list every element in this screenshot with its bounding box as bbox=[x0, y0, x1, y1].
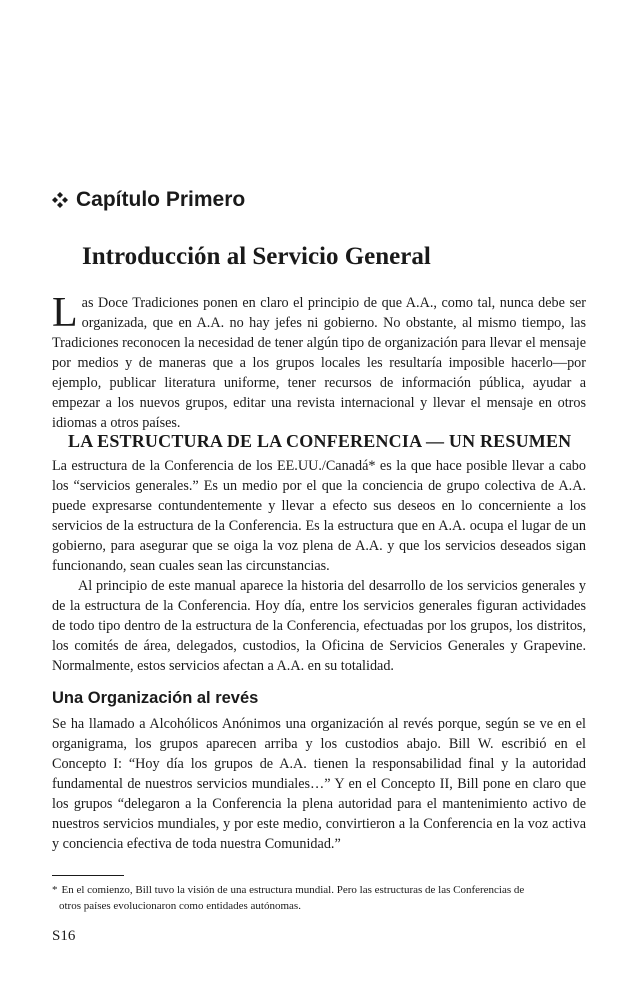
body-paragraph: Al principio de este manual aparece la historia del desarrollo de los servicios generales y de la estructura de la Conferencia. Hoy día, entre los servicios generales figuran actividades de todo tipo dentro de la estructura de la Conferencia, efectuadas por los grupos, los distritos, los comités de área, delegados, custodios, la Oficina de Servicios Generales y Grapevine. Normalmente, estos servicios afectan a A.A. en su totalidad. bbox=[52, 578, 586, 674]
footnote-mark: * bbox=[52, 884, 58, 896]
footnote-text: En el comienzo, Bill tuvo la visión de una estructura mundial. Pero las estructuras de las Conferencias de bbox=[61, 884, 525, 896]
section-heading-upside-down: Una Organización al revés bbox=[52, 689, 259, 707]
section-heading-conference-structure: LA ESTRUCTURA DE LA CONFERENCIA — UN RESUMEN bbox=[68, 431, 572, 451]
footnote-text-continued: otros países evolucionaron como entidades autónomas. bbox=[59, 900, 301, 912]
intro-paragraph bbox=[52, 290, 586, 433]
diamond-cluster-icon bbox=[52, 192, 68, 208]
page-title: Introducción al Servicio General bbox=[82, 243, 431, 270]
footnote bbox=[52, 882, 586, 914]
body-paragraph: Se ha llamado a Alcohólicos Anónimos una organización al revés porque, según se ve en el organigrama, los grupos aparecen arriba y los custodios abajo. Bill W. escribió en el Concepto I: “Hoy día los grupos de A.A. tienen la responsabilidad final y la autoridad fundamental de nuestros servicios mundiales…” Y en el Concepto II, Bill pone en claro que los grupos “delegaron a la Conferencia la plena autoridad para el mantenimiento activo de nuestros servicios mundiales, y por este medio, convirtieron a la Conferencia en la voz activa y conciencia efectiva de toda nuestra Comunidad.” bbox=[52, 716, 586, 852]
drop-cap: L bbox=[52, 290, 78, 336]
chapter-heading bbox=[52, 188, 245, 212]
intro-text: as Doce Tradiciones ponen en claro el principio de que A.A., como tal, nunca debe ser organizada, que en A.A. no hay jefes ni gobierno. No obstante, al mismo tiempo, las Tradiciones reconocen la necesidad de tener algún tipo de organización para llevar el mensaje por medios y de maneras que a los grupos locales les resultaría imposible hacerlo—por ejemplo, publicar literatura uniforme, tener recursos de información pública, ayudar a empezar a los nuevos grupos, editar una revista internacional y llevar el mensaje en otros idiomas a otros países. bbox=[52, 295, 586, 431]
chapter-label: Capítulo Primero bbox=[76, 188, 246, 211]
body-paragraph: La estructura de la Conferencia de los EE.UU./Canadá* es la que hace posible llevar a cabo los “servicios generales.” Es un medio por el que la conciencia de grupo colectiva de A.A. puede expresarse contundentemente y llevar a efecto sus deseos en lo concerniente a los servicios de la estructura de la Conferencia. Es la estructura que en A.A. ocupa el lugar de un gobierno, para asegurar que se oiga la voz plena de A.A. y que los servicios deseados sigan funcionando, sean cuales sean las circunstancias. bbox=[52, 458, 586, 574]
conference-structure-body bbox=[52, 456, 586, 676]
footnote-divider bbox=[52, 875, 124, 876]
page-number: S16 bbox=[52, 928, 76, 944]
upside-down-body bbox=[52, 714, 586, 854]
